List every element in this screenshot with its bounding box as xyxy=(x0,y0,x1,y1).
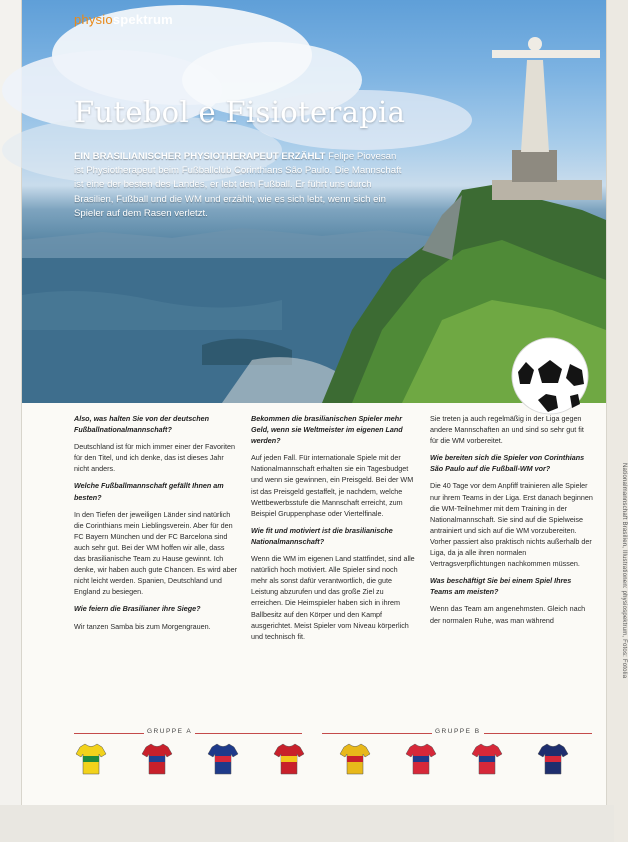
intro-text: Felipe Piovesan ist Physiotherapeut beim Fußballclub Corinthians São Paulo. Die Mannschaft ist eine der besten des Landes, er lebt den Fußball. Er führt uns durch Brasilien, Fußball und die WM und erzählt, wie es sich lebt, wenn sich ein Spieler auf dem Rasen verletzt. xyxy=(74,151,402,219)
question: Wie bereiten sich die Spieler von Corinthians São Paulo auf die Fußball-WM vor? xyxy=(430,453,585,474)
jersey-cameroon-icon xyxy=(274,742,304,776)
answer: Sie treten ja auch regelmäßig in der Liga gegen andere Mannschaften an und sind so sehr gut fit für die WM vorbereitet. xyxy=(430,414,584,446)
answer: Wir tanzen Samba bis zum Morgengrauen. xyxy=(74,621,211,631)
article-intro xyxy=(74,150,404,221)
hero-image xyxy=(22,0,606,403)
question: Also, was halten Sie von der deutschen Fußballnationalmannschaft? xyxy=(74,414,210,435)
brand-bold: spektrum xyxy=(112,12,173,27)
question: Wie feiern die Brasilianer ihre Siege? xyxy=(74,604,201,614)
column-1 xyxy=(74,413,238,638)
group-b-label: GRUPPE B xyxy=(432,728,484,735)
intro-lead: EIN BRASILIANISCHER PHYSIOTHERAPEUT ERZÄHLT xyxy=(74,151,326,162)
side-caption-text: Nationalmannschaft Brasilien, Illustrationen: physiospektrum, Fotos: Fotolia xyxy=(621,463,627,679)
question: Welche Fußballmannschaft gefällt Ihnen am besten? xyxy=(74,481,224,502)
magazine-brand xyxy=(74,12,173,27)
soccer-ball-icon xyxy=(508,334,592,418)
side-caption xyxy=(614,463,628,730)
answer: Auf jeden Fall. Für internationale Spiele mit der Nationalmannschaft erhalten sie ein Tagesbudget und wenn sie gewinnen, ein Preisgeld. Bei der WM ist das Preisgeld gestaffelt, je nachdem, welche Wettbewerbsstufe die Mannschaft erreicht, zum Beispiel Gruppenphase oder Viertelfinale. xyxy=(251,453,414,518)
page-left-margin xyxy=(0,0,22,842)
answer: Wenn die WM im eigenen Land stattfindet, sind alle natürlich hoch motiviert. Alle Spieler sind noch mehr als sonst dafür verantwortlich, die gute Leistung abzurufen und das große Ziel zu erreichen. Die Heimspieler haben sich in ihrem Ballbesitz auf den Körper und den Kampf ausgerichtet. Meist Spieler vom Niveau körperlich und technisch fit. xyxy=(251,554,415,641)
interview-columns xyxy=(74,413,594,693)
jersey-spain-icon xyxy=(340,742,370,776)
brand-light: physio xyxy=(74,12,113,27)
column-2 xyxy=(251,413,415,648)
question: Bekommen die brasilianischen Spieler mehr Geld, wenn sie Weltmeister im eigenen Land werden? xyxy=(251,414,403,446)
article-title: Futebol e Fisioterapia xyxy=(74,95,406,129)
question: Was beschäftigt Sie bei einem Spiel Ihres Teams am meisten? xyxy=(430,576,572,597)
group-a-label: GRUPPE A xyxy=(144,728,195,735)
answer: Deutschland ist für mich immer einer der Favoriten für den Titel, und ich denke, das ist dieses Jahr nicht anders. xyxy=(74,442,235,474)
scan-bottom-band xyxy=(0,805,614,842)
jersey-chile-icon xyxy=(472,742,502,776)
column-3 xyxy=(430,413,594,632)
magazine-page xyxy=(22,0,627,805)
jersey-croatia-icon xyxy=(142,742,172,776)
jersey-netherlands-icon xyxy=(406,742,436,776)
jersey-france-icon xyxy=(208,742,238,776)
answer: Die 40 Tage vor dem Anpfiff trainieren alle Spieler nur ihrem Teams in der Liga. Erst danach beginnen die WM-Teilnehmer mit dem Training in der Nationalmannschaft. Sie sind auf die Spielweise antrainiert und sich auf die WM vorzubereiten. Vorher passiert also praktisch nichts außerhalb der Liga, da ja alle ihren normalen Vertragsverpflichtungen nachkommen müssen. xyxy=(430,481,593,569)
jersey-brazil-icon xyxy=(76,742,106,776)
jersey-australia-icon xyxy=(538,742,568,776)
question: Wie fit und motiviert ist die brasilianische Nationalmannschaft? xyxy=(251,525,393,546)
answer: In den Tiefen der jeweiligen Länder sind natürlich die Corinthians mein Lieblingsverein. Aber für den FC Bayern München und der FC Barcelona sind auch sehr gut. Bei der WM hoffen wir alle, dass das brasilianische Team zu Hause gewinnt. Ich denke, wir haben auch gute Chancen. Es wird aber nicht leicht werden. Spanien, Deutschland und England zu besiegen. xyxy=(74,509,238,597)
answer: Wenn das Team am angenehmsten. Gleich nach der normalen Ruhe, was man während xyxy=(430,604,586,625)
